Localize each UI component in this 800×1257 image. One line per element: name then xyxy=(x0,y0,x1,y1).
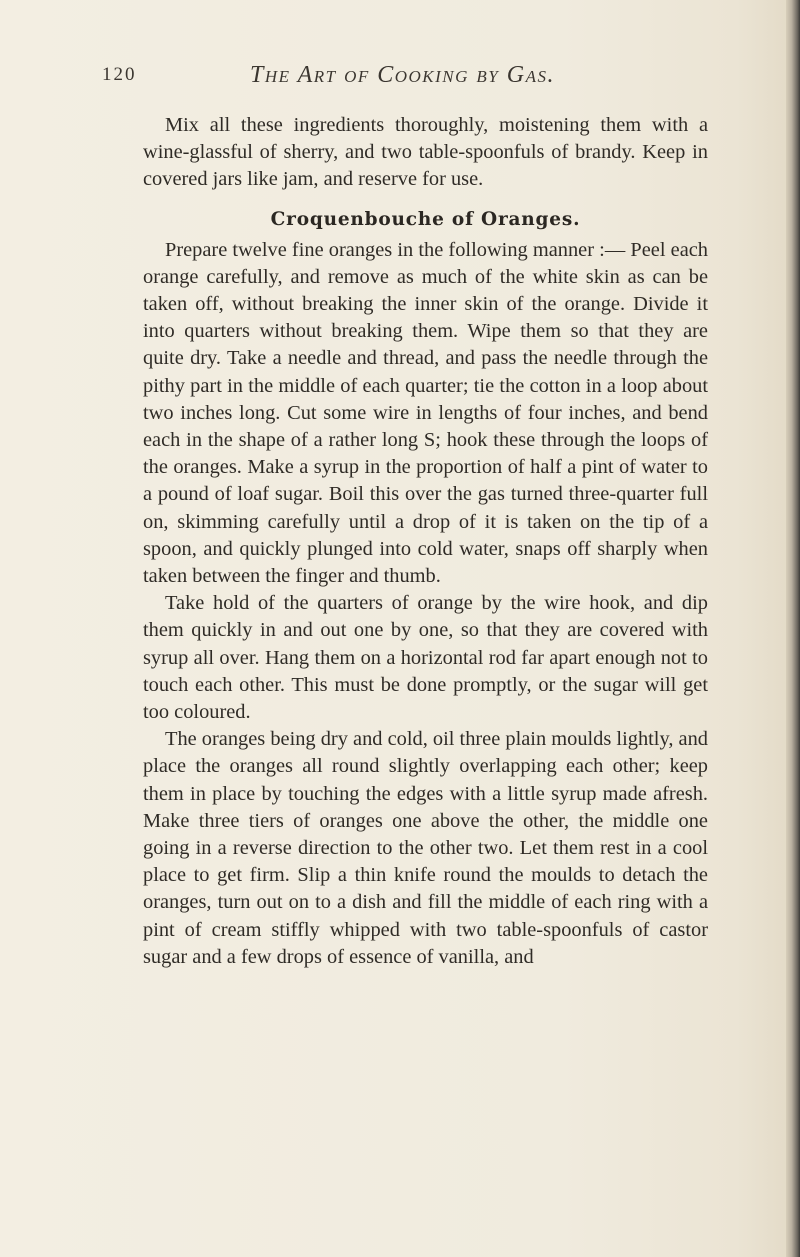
recipe-paragraph: The oranges being dry and cold, oil three plain moulds lightly, and place the oranges all round slightly overlapping each other; keep them in place by touching the edges with a little syrup made afresh. Make three tiers of oranges one above the other, the middle one going in a reverse direction to the other two. Let them rest in a cool place to get firm. Slip a thin knife round the moulds to detach the oranges, turn out on to a dish and fill the middle of each ring with a pint of cream stiffly whipped with two table-spoonfuls of castor sugar and a few drops of essence of vanilla, and xyxy=(143,728,708,968)
page-header xyxy=(102,62,722,92)
recipe-paragraph: Prepare twelve fine oranges in the following manner :— Peel each orange carefully, and remove as much of the white skin as can be taken off, without breaking the inner skin of the orange. Divide it into quarters without breaking them. Wipe them so that they are quite dry. Take a needle and thread, and pass the needle through the pithy part in the middle of each quarter; tie the cotton in a loop about two inches long. Cut some wire in lengths of four inches, and bend each in the shape of a rather long S; hook these through the loops of the oranges. Make a syrup in the proportion of half a pint of water to a pound of loaf sugar. Boil this over the gas turned three-quarter full on, skimming carefully until a drop of it is taken on the tip of a spoon, and quickly plunged into cold water, snaps off sharply when taken between the finger and thumb. xyxy=(143,238,708,588)
page-edge-shadow xyxy=(786,0,800,1257)
page-body xyxy=(143,112,708,971)
recipe-title: Croquenbouche of Oranges. xyxy=(270,208,581,230)
intro-paragraph: Mix all these ingredients thoroughly, moistening them with a wine-glassful of sherry, and two table-spoonfuls of brandy. Keep in covered jars like jam, and reserve for use. xyxy=(143,114,708,191)
page-number: 120 xyxy=(102,64,137,85)
recipe-paragraph: Take hold of the quarters of orange by the wire hook, and dip them quickly in and out one by one, so that they are covered with syrup all over. Hang them on a horizontal rod far apart enough not to touch each other. This must be done promptly, or the sugar will get too coloured. xyxy=(143,592,708,724)
running-title: The Art of Cooking by Gas. xyxy=(250,62,555,88)
